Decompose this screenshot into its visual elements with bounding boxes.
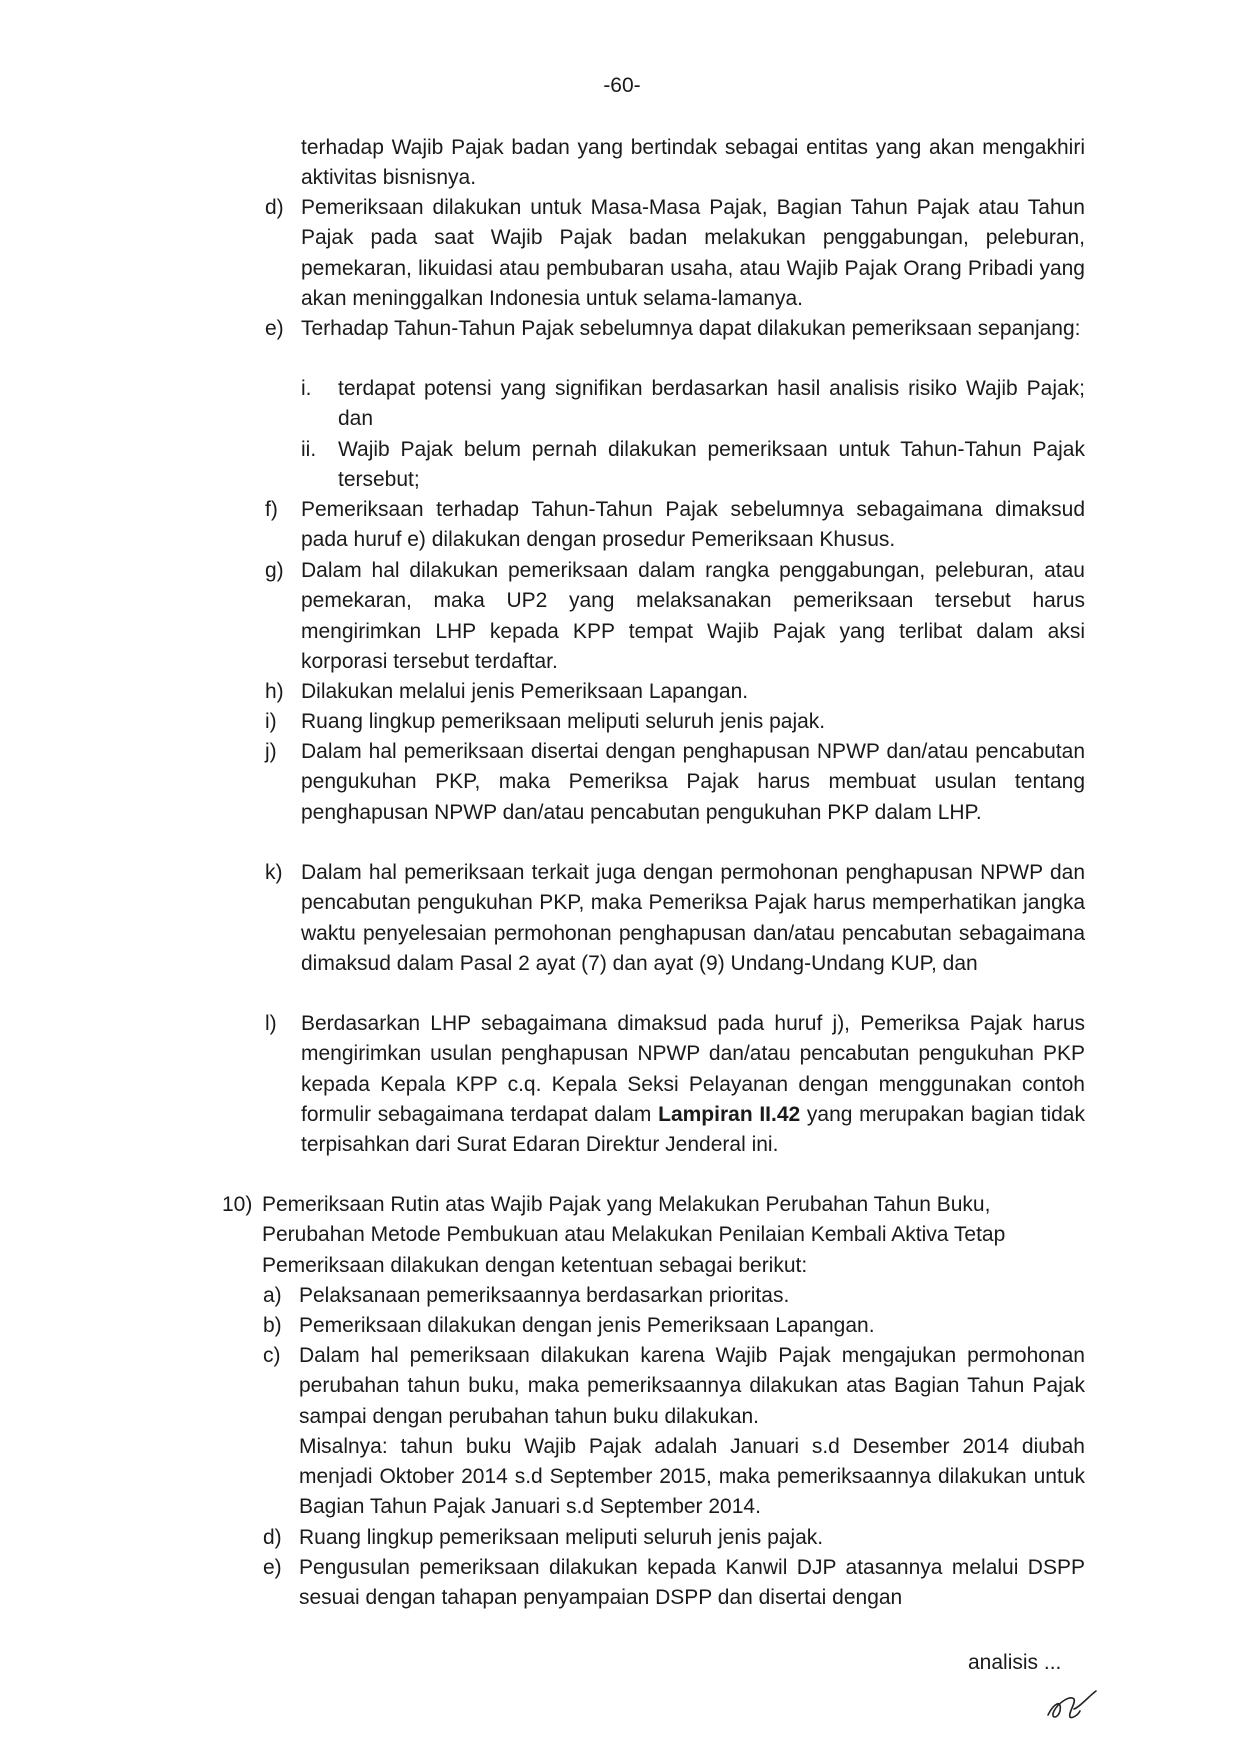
example-text: Misalnya: tahun buku Wajib Pajak adalah Januari s.d Desember 2014 diubah menjadi Oktober 2014 s.d September 2015, maka pemeriksaannya dilakukan untuk Bagian Tahun Pajak Januari s.d September 2014. bbox=[299, 1434, 1085, 1519]
section10-item-d bbox=[263, 1523, 1085, 1553]
sublist-label: ii. bbox=[301, 438, 317, 461]
list-label: b) bbox=[263, 1314, 282, 1337]
list-label: l) bbox=[265, 1012, 277, 1035]
list-text: Pelaksanaan pemeriksaannya berdasarkan prioritas. bbox=[299, 1284, 790, 1307]
list-label: k) bbox=[265, 861, 283, 884]
list-label: j) bbox=[265, 740, 277, 763]
list-label: e) bbox=[265, 317, 284, 340]
page-number: -60- bbox=[603, 74, 641, 97]
list-label: h) bbox=[265, 680, 284, 703]
initial-signature-icon bbox=[1040, 1685, 1100, 1725]
list-label: d) bbox=[263, 1526, 282, 1549]
section-label: 10) bbox=[222, 1193, 253, 1216]
list-label: g) bbox=[265, 559, 284, 582]
list-text: Dalam hal pemeriksaan dilakukan karena Wajib Pajak mengajukan permohonan perubahan tahun buku, maka pemeriksaannya dilakukan atas Bagian Tahun Pajak sampai dengan perubahan tahun buku dilakukan. bbox=[299, 1344, 1085, 1428]
list-item-f bbox=[265, 495, 1085, 556]
section10-item-a bbox=[263, 1281, 1085, 1311]
list-item-g bbox=[265, 556, 1085, 677]
list-label: i) bbox=[265, 710, 277, 733]
list-label: f) bbox=[265, 498, 278, 521]
section-intro: Pemeriksaan dilakukan dengan ketentuan sebagai berikut: bbox=[262, 1253, 808, 1277]
list-text: Ruang lingkup pemeriksaan meliputi seluruh jenis pajak. bbox=[299, 1526, 824, 1549]
section10-item-b bbox=[263, 1311, 1085, 1341]
list-label: e) bbox=[263, 1556, 282, 1579]
list-text: Pemeriksaan dilakukan untuk Masa-Masa Pajak, Bagian Tahun Pajak atau Tahun Pajak pada saat Wajib Pajak badan melakukan penggabungan, peleburan, pemekaran, likuidasi atau pembubaran usaha, atau Wajib Pajak Orang Pribadi yang akan meninggalkan Indonesia untuk selama-lamanya. bbox=[301, 196, 1085, 310]
section-title: Pemeriksaan Rutin atas Wajib Pajak yang Melakukan Perubahan Tahun Buku, Perubahan Metode Pembukuan atau Melakukan Penilaian Kembali Aktiva Tetap bbox=[262, 1193, 1006, 1247]
list-text: Pengusulan pemeriksaan dilakukan kepada Kanwil DJP atasannya melalui DSPP sesuai dengan tahapan penyampaian DSPP dan disertai dengan bbox=[299, 1556, 1085, 1610]
list-item-l bbox=[265, 1009, 1085, 1160]
sublist-text: Wajib Pajak belum pernah dilakukan pemeriksaan untuk Tahun-Tahun Pajak tersebut; bbox=[338, 438, 1085, 492]
list-label: d) bbox=[265, 196, 284, 219]
sublist-item-i bbox=[301, 374, 1085, 435]
list-item-e bbox=[265, 314, 1085, 344]
list-item-j bbox=[265, 737, 1085, 828]
section-10 bbox=[222, 1190, 1085, 1281]
list-text: Terhadap Tahun-Tahun Pajak sebelumnya dapat dilakukan pemeriksaan sepanjang: bbox=[301, 317, 1081, 340]
list-text: Dalam hal dilakukan pemeriksaan dalam rangka penggabungan, peleburan, atau pemekaran, maka UP2 yang melaksanakan pemeriksaan tersebut harus mengirimkan LHP kepada KPP tempat Wajib Pajak yang terlibat dalam aksi korporasi tersebut terdaftar. bbox=[301, 559, 1085, 673]
appendix-reference: Lampiran II.42 bbox=[658, 1102, 801, 1126]
section10-item-e bbox=[263, 1553, 1085, 1614]
list-item-h bbox=[265, 677, 1085, 707]
sublist-label: i. bbox=[301, 377, 312, 400]
continuation-note: analisis ... bbox=[968, 1651, 1062, 1674]
list-text: Pemeriksaan terhadap Tahun-Tahun Pajak sebelumnya sebagaimana dimaksud pada huruf e) dilakukan dengan prosedur Pemeriksaan Khusus. bbox=[301, 498, 1085, 552]
list-text: Pemeriksaan dilakukan dengan jenis Pemeriksaan Lapangan. bbox=[299, 1314, 875, 1337]
list-item-k bbox=[265, 858, 1085, 979]
list-text: Dalam hal pemeriksaan terkait juga dengan permohonan penghapusan NPWP dan pencabutan pengukuhan PKP, maka Pemeriksa Pajak harus memperhatikan jangka waktu penyelesaian permohonan penghapusan dan/atau pencabutan sebagaimana dimaksud dalam Pasal 2 ayat (7) dan ayat (9) Undang-Undang KUP, dan bbox=[301, 861, 1085, 975]
sublist-text: terdapat potensi yang signifikan berdasarkan hasil analisis risiko Wajib Pajak; dan bbox=[338, 377, 1085, 431]
list-text: Dalam hal pemeriksaan disertai dengan penghapusan NPWP dan/atau pencabutan pengukuhan PKP, maka Pemeriksa Pajak harus membuat usulan tentang penghapusan NPWP dan/atau pencabutan pengukuhan PKP dalam LHP. bbox=[301, 740, 1085, 824]
list-text: Berdasarkan LHP sebagaimana dimaksud pada huruf j), Pemeriksa Pajak harus mengirimkan usulan penghapusan NPWP dan/atau pencabutan pengukuhan PKP kepada Kepala KPP c.q. Kepala Seksi Pelayanan dengan menggunakan contoh formulir sebagaimana terdapat dalam Lampiran II.42 yang merupakan bagian tidak terpisahkan dari Surat Edaran Direktur Jenderal ini. bbox=[301, 1012, 1085, 1157]
list-label: a) bbox=[263, 1284, 282, 1307]
intro-continuation: terhadap Wajib Pajak badan yang bertindak sebagai entitas yang akan mengakhiri aktivitas bisnisnya. bbox=[301, 136, 1085, 190]
list-item-d bbox=[265, 193, 1085, 314]
list-item-i bbox=[265, 707, 1085, 737]
sublist-item-ii bbox=[301, 435, 1085, 496]
list-text: Ruang lingkup pemeriksaan meliputi seluruh jenis pajak. bbox=[301, 710, 826, 733]
list-text: Dilakukan melalui jenis Pemeriksaan Lapangan. bbox=[301, 680, 749, 703]
section10-item-c bbox=[263, 1341, 1085, 1523]
list-label: c) bbox=[263, 1344, 281, 1367]
